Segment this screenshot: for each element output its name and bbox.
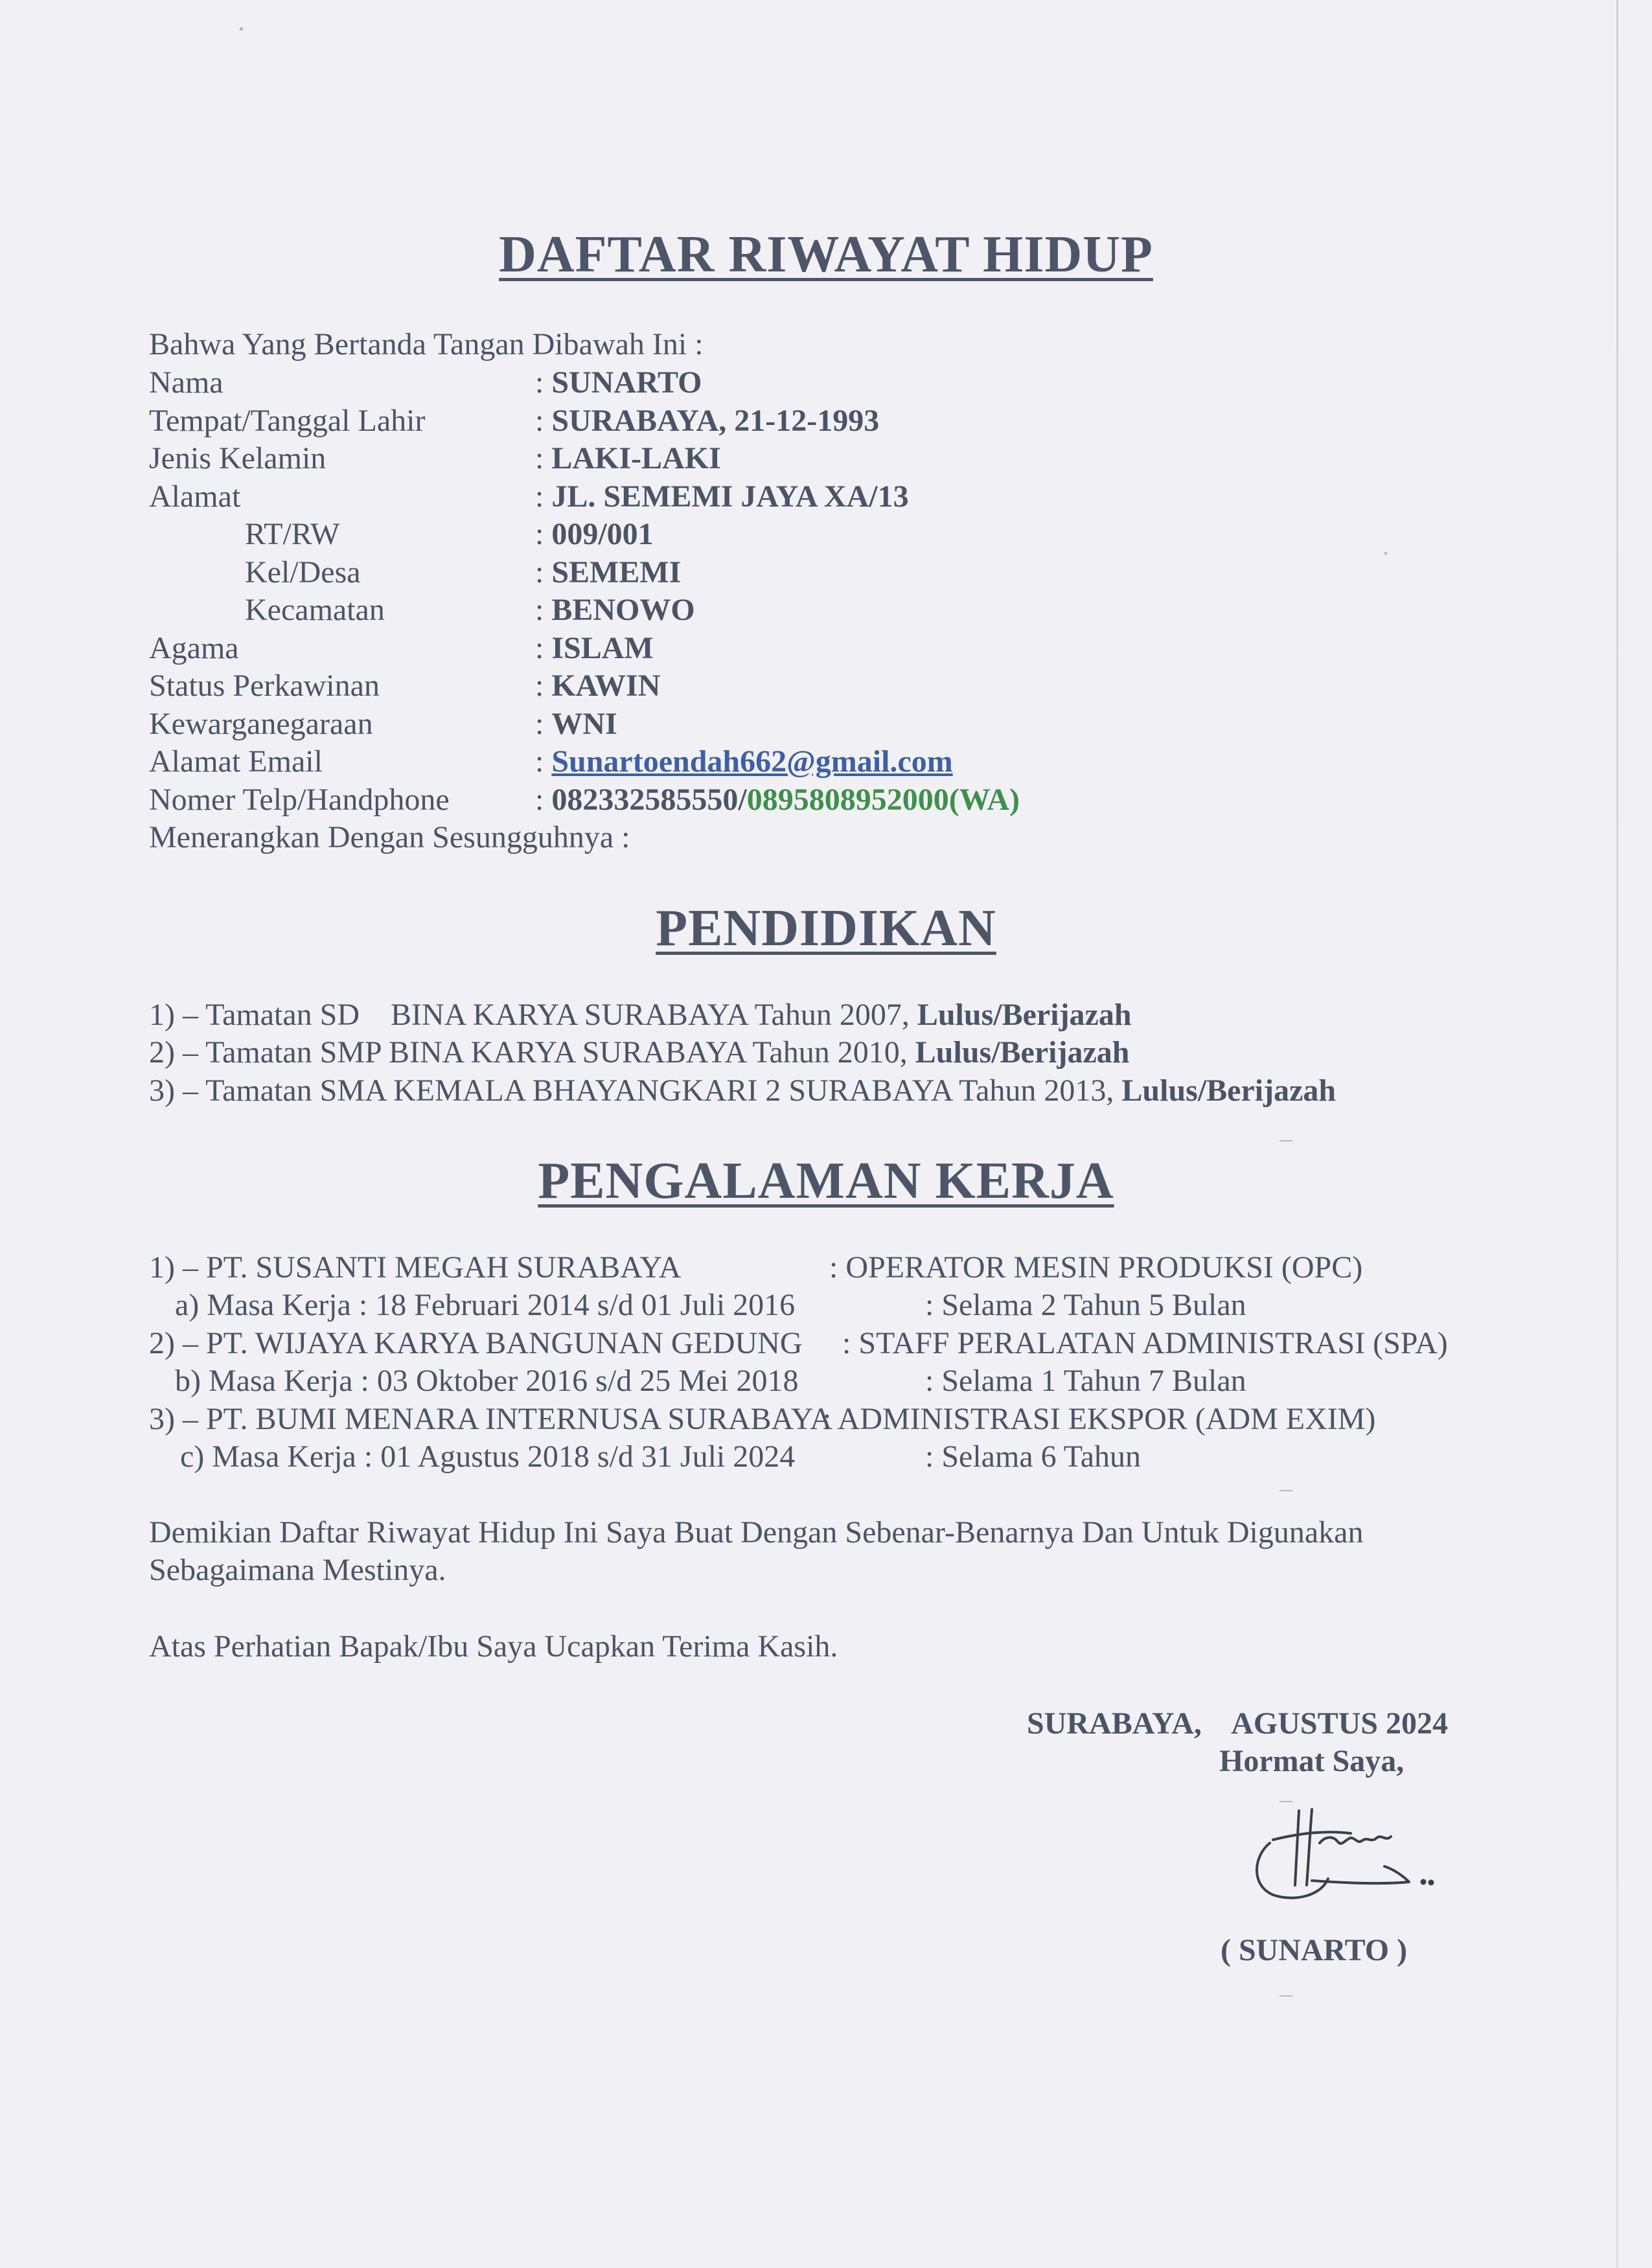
field-label-agama: Agama (149, 631, 239, 665)
experience-position: : OPERATOR MESIN PRODUKSI (OPC) (829, 1250, 1363, 1285)
field-value-jenis-kelamin: : LAKI-LAKI (535, 441, 721, 475)
field-label-kewarganegaraan: Kewarganegaraan (149, 707, 373, 741)
paper-edge (1616, 0, 1618, 2268)
field-value-kewarganegaraan: : WNI (535, 707, 617, 741)
list-item: 2) – Tamatan SMP BINA KARYA SURABAYA Tahun 2010, Lulus/Berijazah (149, 1035, 1130, 1070)
experience-company: 1) – PT. SUSANTI MEGAH SURABAYA (149, 1250, 682, 1285)
field-value-alamat: : JL. SEMEMI JAYA XA/13 (535, 479, 909, 514)
experience-company: 2) – PT. WIJAYA KARYA BANGUNAN GEDUNG (149, 1326, 803, 1360)
whatsapp-number: 0895808952000(WA) (746, 783, 1020, 817)
statement-line-2: Sebagaimana Mestinya. (149, 1553, 446, 1587)
field-value-kel-desa: : SEMEMI (535, 555, 682, 590)
field-label-email: Alamat Email (149, 744, 323, 779)
field-label-telepon: Nomer Telp/Handphone (149, 783, 450, 817)
scan-speck (240, 27, 243, 30)
scan-speck (1279, 1140, 1292, 1141)
experience-period: b) Masa Kerja : 03 Oktober 2016 s/d 25 Mei 2018 (175, 1364, 799, 1398)
field-value-telepon: : 082332585550/0895808952000(WA) (535, 783, 1020, 817)
field-label-kecamatan: Kecamatan (245, 593, 385, 627)
handwritten-signature (1247, 1804, 1467, 1908)
field-label-ttl: Tempat/Tanggal Lahir (149, 404, 426, 438)
email-link[interactable]: Sunartoendah662@gmail.com (551, 744, 953, 779)
field-label-jenis-kelamin: Jenis Kelamin (149, 441, 327, 475)
field-value-nama: : SUNARTO (535, 365, 702, 400)
field-label-kel-desa: Kel/Desa (245, 555, 361, 590)
list-item: 3) – Tamatan SMA KEMALA BHAYANGKARI 2 SURABAYA Tahun 2013, Lulus/Berijazah (149, 1073, 1337, 1108)
field-value-rt-rw: : 009/001 (535, 517, 654, 551)
experience-duration: : Selama 2 Tahun 5 Bulan (925, 1288, 1246, 1322)
scan-speck (1279, 1490, 1292, 1491)
field-value-kecamatan: : BENOWO (535, 593, 695, 627)
field-label-alamat: Alamat (149, 479, 241, 514)
list-item: 1) – Tamatan SD BINA KARYA SURABAYA Tahun 2007, Lulus/Berijazah (149, 998, 1132, 1032)
field-label-rt-rw: RT/RW (245, 517, 340, 551)
experience-period: c) Masa Kerja : 01 Agustus 2018 s/d 31 Juli 2024 (180, 1439, 796, 1474)
field-label-status-perkawinan: Status Perkawinan (149, 669, 380, 703)
experience-duration: : Selama 1 Tahun 7 Bulan (925, 1364, 1246, 1398)
scan-speck (1279, 1995, 1292, 1997)
signature-name: ( SUNARTO ) (1221, 1933, 1408, 1967)
scan-speck (1279, 1801, 1292, 1802)
closing-intro-text: Menerangkan Dengan Sesungguhnya : (149, 820, 630, 854)
experience-duration: : Selama 6 Tahun (925, 1439, 1141, 1474)
scan-speck (1384, 552, 1387, 555)
document-title: DAFTAR RIWAYAT HIDUP (499, 226, 1153, 283)
field-value-status-perkawinan: : KAWIN (535, 669, 661, 703)
experience-position: : ADMINISTRASI EKSPOR (ADM EXIM) (823, 1402, 1376, 1436)
statement-line-1: Demikian Daftar Riwayat Hidup Ini Saya Buat Dengan Sebenar-Benarnya Dan Untuk Digunakan (149, 1515, 1364, 1550)
experience-position: : STAFF PERALATAN ADMINISTRASI (SPA) (842, 1326, 1448, 1360)
experience-period: a) Masa Kerja : 18 Februari 2014 s/d 01 Juli 2016 (175, 1288, 796, 1322)
experience-company: 3) – PT. BUMI MENARA INTERNUSA SURABAYA (149, 1402, 832, 1436)
field-value-ttl: : SURABAYA, 21-12-1993 (535, 404, 880, 438)
field-value-agama: : ISLAM (535, 631, 654, 665)
regards-text: Hormat Saya, (1219, 1744, 1405, 1778)
experience-heading: PENGALAMAN KERJA (538, 1152, 1114, 1209)
place-date: SURABAYA, AGUSTUS 2024 (1027, 1706, 1448, 1741)
intro-text: Bahwa Yang Bertanda Tangan Dibawah Ini : (149, 327, 704, 361)
field-value-email: : Sunartoendah662@gmail.com (535, 744, 953, 779)
thanks-text: Atas Perhatian Bapak/Ibu Saya Ucapkan Terima Kasih. (149, 1629, 838, 1664)
field-label-nama: Nama (149, 365, 224, 400)
education-heading: PENDIDIKAN (656, 900, 996, 957)
